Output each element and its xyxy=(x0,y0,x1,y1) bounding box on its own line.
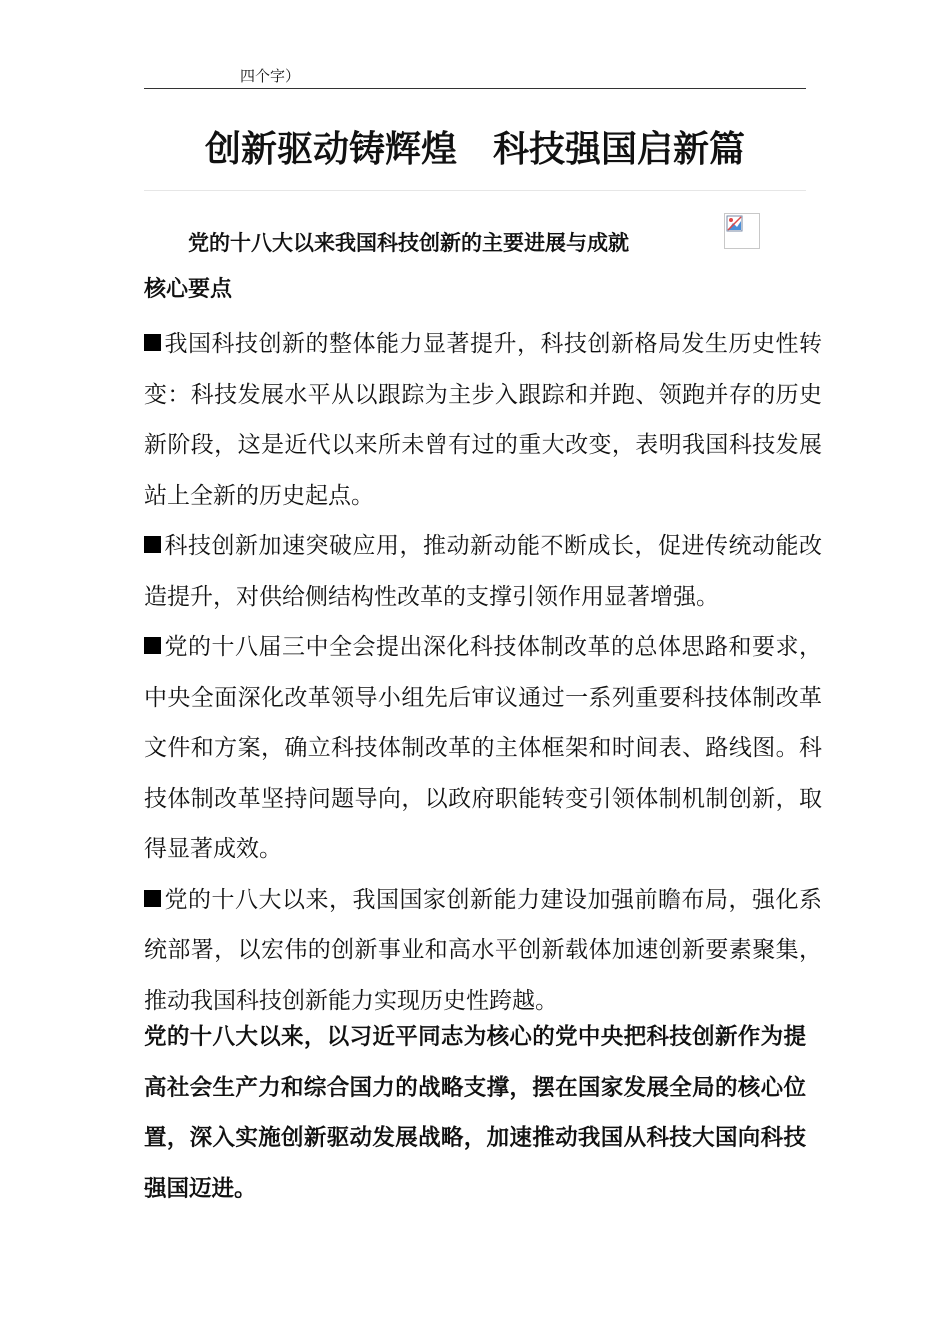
page-header-text: 四个字） xyxy=(240,67,301,85)
header-divider xyxy=(144,88,806,89)
black-square-icon xyxy=(144,334,161,351)
broken-image-icon xyxy=(724,213,760,249)
section-heading: 核心要点 xyxy=(144,277,233,302)
list-item-text: 党的十八大以来，我国国家创新能力建设加强前瞻布局，强化系统部署，以宏伟的创新事业和高水平创新载体加速创新要素聚集，推动我国科技创新能力实现历史性跨越。 xyxy=(144,886,822,1014)
list-item xyxy=(144,622,822,875)
article-subtitle: 党的十八大以来我国科技创新的主要进展与成就 xyxy=(188,231,629,255)
title-divider xyxy=(144,190,806,191)
list-item-text: 我国科技创新的整体能力显著提升，科技创新格局发生历史性转变：科技发展水平从以跟踪为主步入跟踪和并跑、领跑并存的历史新阶段，这是近代以来所未曾有过的重大改变，表明我国科技发展站上全新的历史起点。 xyxy=(144,331,822,509)
list-item xyxy=(144,521,822,622)
key-points-list xyxy=(144,319,822,1026)
list-item xyxy=(144,319,822,521)
article-title: 创新驱动铸辉煌 科技强国启新篇 xyxy=(204,129,745,170)
list-item xyxy=(144,875,822,1027)
image-placeholder-icon xyxy=(725,214,759,248)
black-square-icon xyxy=(144,536,161,553)
list-item-text: 党的十八届三中全会提出深化科技体制改革的总体思路和要求，中央全面深化改革领导小组先后审议通过一系列重要科技体制改革文件和方案，确立科技体制改革的主体框架和时间表、路线图。科技体制改革坚持问题导向，以政府职能转变引领体制机制创新，取得显著成效。 xyxy=(144,634,822,862)
black-square-icon xyxy=(144,637,161,654)
list-item-text: 科技创新加速突破应用，推动新动能不断成长，促进传统动能改造提升，对供给侧结构性改革的支撑引领作用显著增强。 xyxy=(144,533,822,610)
closing-paragraph: 党的十八大以来，以习近平同志为核心的党中央把科技创新作为提高社会生产力和综合国力的战略支撑，摆在国家发展全局的核心位置，深入实施创新驱动发展战略，加速推动我国从科技大国向科技强国迈进。 xyxy=(144,1024,806,1202)
black-square-icon xyxy=(144,890,161,907)
